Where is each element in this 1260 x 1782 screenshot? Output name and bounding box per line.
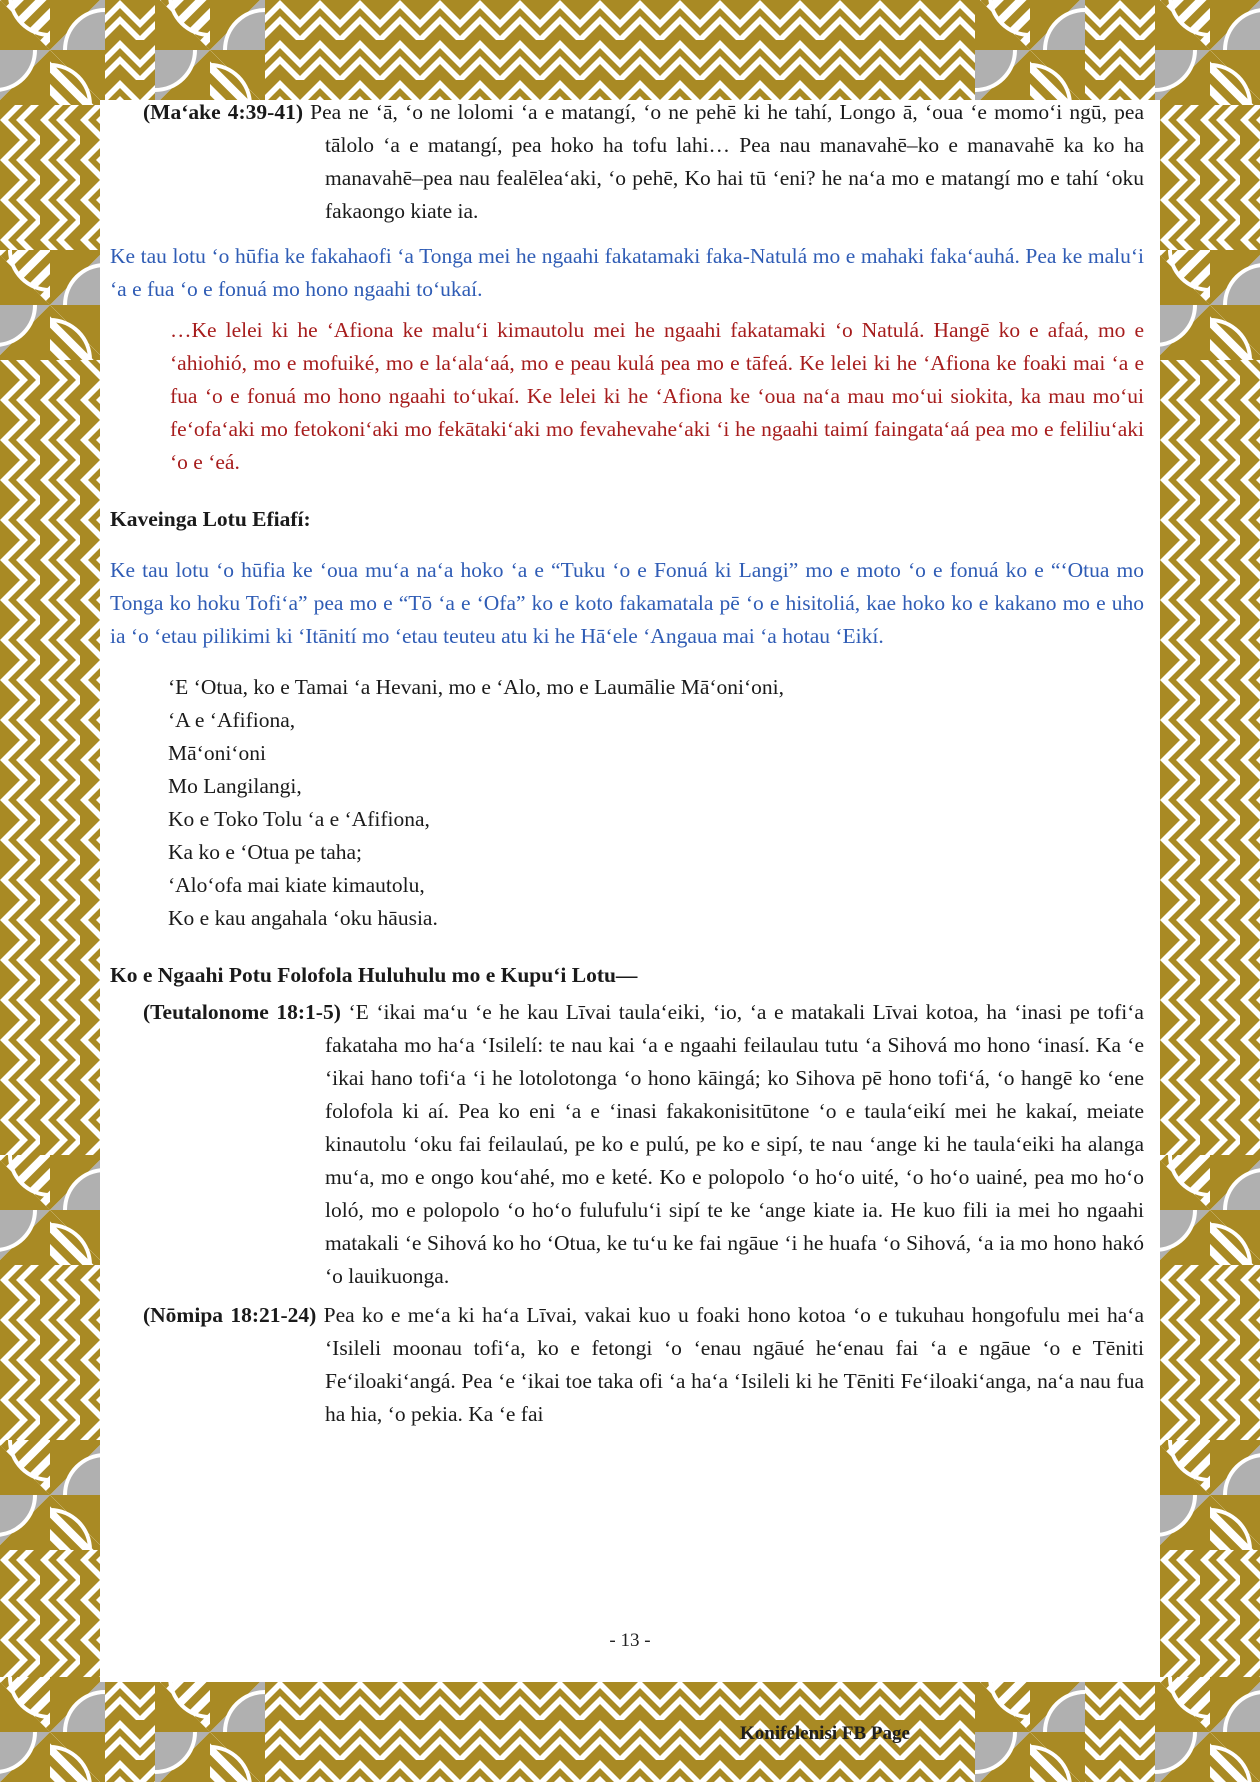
invocation-line: Ko e kau angahala ʻoku hāusia. [168, 906, 438, 930]
prayer-intention-2: Ke tau lotu ʻo hūfia ke ʻoua muʻa naʻa hoko ʻa e “Tuku ʻo e Fonuá ki Langi” mo e moto ʻo e fonuá ko e “ʻOtua mo Tonga ko hoku Tofiʻa” pea mo e “Tō ʻa e ʻOfa” ko e koto fakamatala pē ʻo e hisitoliá, kae hoko ko e kakano mo e uho ia ʻo ʻetau pilikimi ki ʻItānití mo ʻetau teuteu atu ki he Hāʻele ʻAngaua mai ʻa hotau ʻEikí. [110, 558, 1144, 648]
prayer-text-1: …Ke lelei ki he ʻAfiona ke maluʻi kimautolu mei he ngaahi fakatamaki ʻo Natulá. Hangē ko e afaá, mo e ʻahiohió, mo e mofuiké, mo e laʻalaʻaá, mo e peau kulá pea mo e tāfeá. Ke lelei ki he ʻAfiona ke foaki mai ʻa e fua ʻo e fonuá mo hono ngaahi toʻukaí. Ke lelei ki he ʻAfiona ke ʻoua naʻa mau moʻui siokita, ka mau moʻui feʻofaʻaki mo fetokoniʻaki mo fekātakiʻaki mo fevahevaheʻaki ʻi he ngaahi taimí faingataʻaá pea mo e feliliuʻaki ʻo e ʻeá. [170, 318, 1144, 474]
scripture-passage-3 [143, 1299, 1144, 1431]
scripture-passage-2 [143, 996, 1144, 1293]
scripture-passage-1 [143, 96, 1144, 228]
scripture-text: Pea ne ʻā, ʻo ne lolomi ʻa e matangí, ʻo ne pehē ki he tahí, Longo ā, ʻoua ʻe momoʻi ngū, pea tālolo ʻa e matangí, pea hoko ha tofu lahi… Pea nau manavahē–ko e manavahē ka ko ha manavahē–pea nau fealēleaʻaki, ʻo pehē, Ko hai tū ʻeni? he naʻa mo e matangí mo e tahí ʻoku fakaongo kiate ia. [303, 100, 1144, 223]
invocation-line: ʻAloʻofa mai kiate kimautolu, [168, 873, 425, 897]
invocation-line: Ko e Toko Tolu ʻa e ʻAfifiona, [168, 807, 430, 831]
page-content [110, 96, 1144, 1431]
prayer-intention-1: Ke tau lotu ʻo hūfia ke fakahaofi ʻa Tonga mei he ngaahi fakatamaki faka-Natulá mo e mahaki fakaʻauhá. Pea ke maluʻi ʻa e fua ʻo e fonuá mo hono ngaahi toʻukaí. [110, 244, 1144, 301]
scripture-ref: (Nōmipa 18:21-24) [143, 1303, 317, 1327]
scripture-ref: (Maʻake 4:39-41) [143, 100, 303, 124]
invocation-line: ʻA e ʻAfifiona, [168, 708, 296, 732]
invocation-line: Ka ko e ʻOtua pe taha; [168, 840, 363, 864]
scripture-text: Pea ko e meʻa ki haʻa Līvai, vakai kuo u foaki hono kotoa ʻo e tukuhau hongofulu mei haʻa ʻIsileli moonau tofiʻa, ko e fetongi ʻo ʻenau ngāué heʻenau fai ʻa e ngāue ʻo e Tēniti Feʻiloakiʻangá. Pea ʻe ʻikai toe taka ofi ʻa haʻa ʻIsileli ki he Tēniti Feʻiloakiʻanga, naʻa nau fua ha hia, ʻo pekia. Ka ʻe fai [316, 1303, 1144, 1426]
invocation [168, 671, 1144, 935]
scripture-ref: (Teutalonome 18:1-5) [143, 1000, 341, 1024]
page-number: - 13 - [609, 1630, 651, 1651]
section-heading-evening: Kaveinga Lotu Efiafí: [110, 507, 311, 531]
invocation-line: Mo Langilangi, [168, 774, 302, 798]
invocation-line: Māʻoniʻoni [168, 741, 266, 765]
invocation-line: ʻE ʻOtua, ko e Tamai ʻa Hevani, mo e ʻAlo, mo e Laumālie Māʻoniʻoni, [168, 675, 785, 699]
section-heading-readings: Ko e Ngaahi Potu Folofola Huluhulu mo e Kupuʻi Lotu— [110, 963, 638, 987]
scripture-text: ʻE ʻikai maʻu ʻe he kau Līvai taulaʻeiki, ʻio, ʻa e matakali Līvai kotoa, ha ʻinasi pe tofiʻa fakataha mo haʻa ʻIsilelí: te nau kai ʻa e ngaahi feilaulau tutu ʻa Sihová mo hono ʻinasí. Ka ʻe ʻikai hano tofiʻa ʻi he lotolotonga ʻo hono kāingá; ko Sihova pē hono tofiʻá, ʻo hangē ko ʻene folofola ki aí. Pea ko eni ʻa e ʻinasi fakakonisitūtone ʻo e taulaʻeikí mei he kakaí, meiate kinautolu ʻoku fai feilaulaú, pe ko e pulú, pe ko e sipí, te nau ʻange ki he taulaʻeiki ha alanga muʻa, mo e ongo kouʻahé, mo e keté. Ko e polopolo ʻo hoʻo uité, ʻo hoʻo uainé, pea mo hoʻo loló, mo e polopolo ʻo hoʻo fulufuluʻi sipí te ke ʻange kiate ia. He kuo fili ia mei ho ngaahi matakali ʻe Sihová ko ho ʻOtua, ke tuʻu ke fai ngāue ʻi he huafa ʻo Sihová, ʻa ia mo hono hakó ʻo lauikuonga. [325, 1000, 1144, 1288]
footer-label: Konifelenisi FB Page [740, 1723, 910, 1744]
